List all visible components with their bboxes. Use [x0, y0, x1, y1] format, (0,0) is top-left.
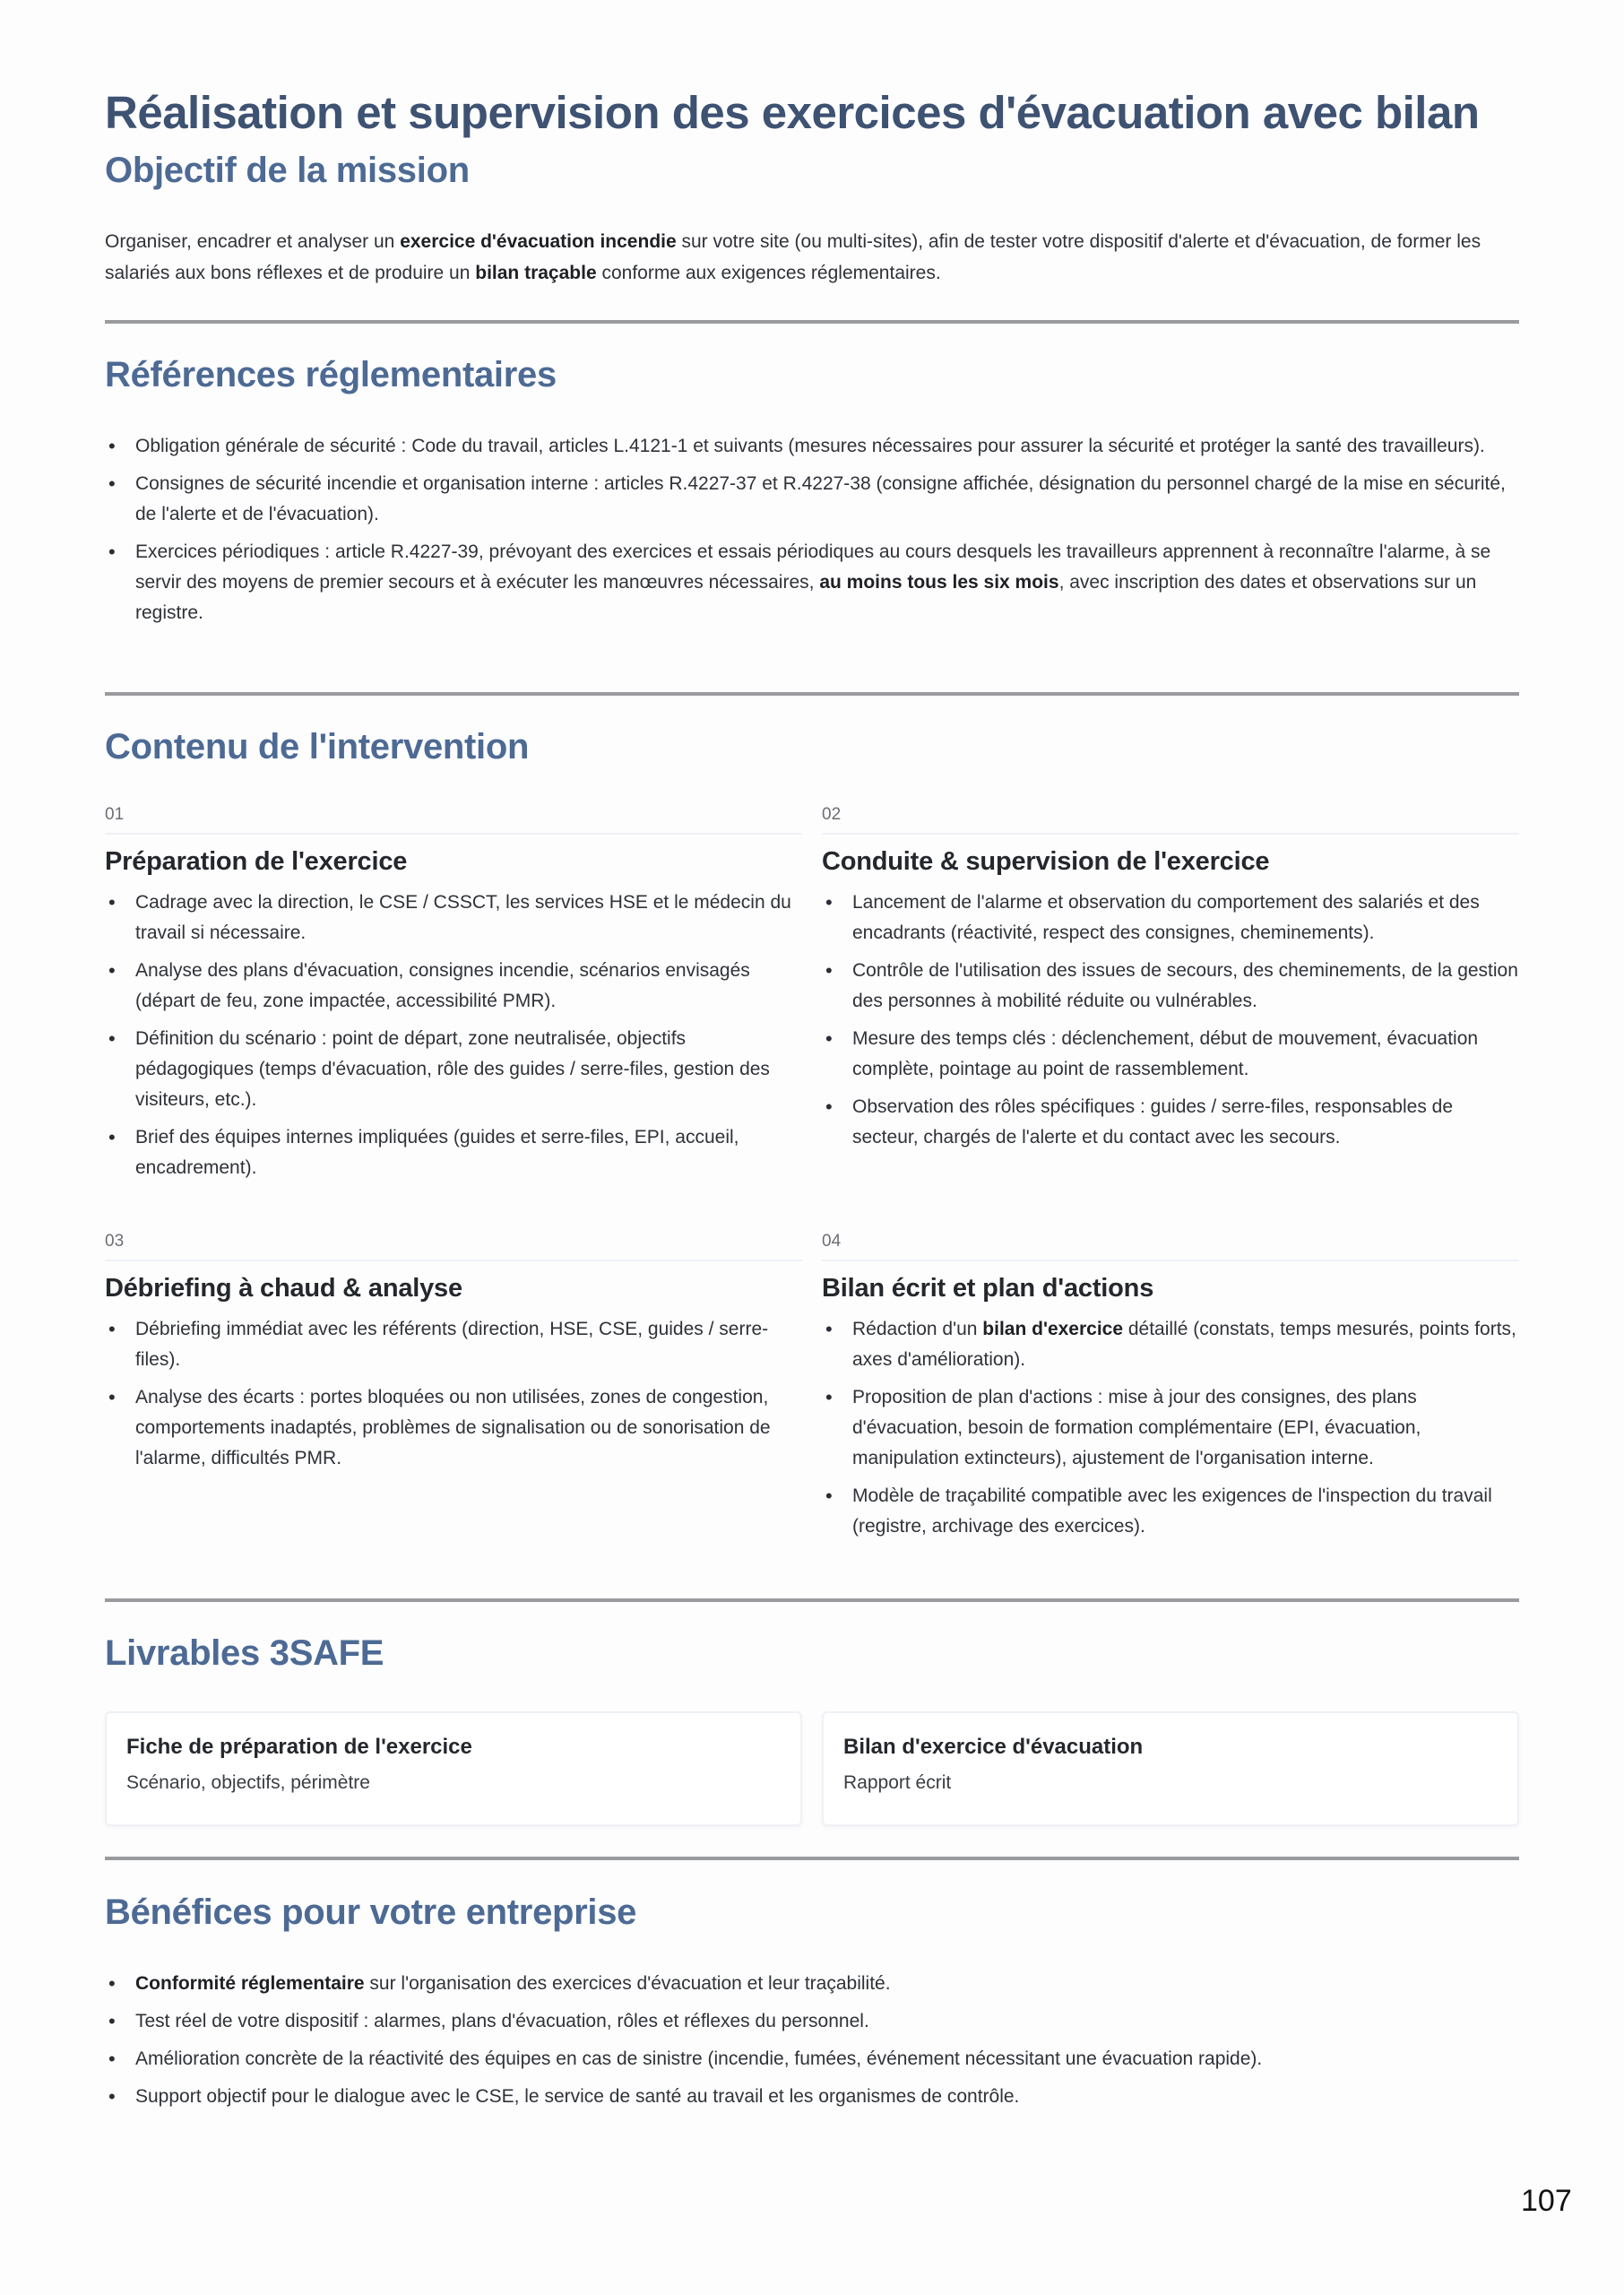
text-run: Brief des équipes internes impliquées (guides et serre-files, EPI, accueil, encadrement).: [135, 1127, 739, 1178]
text-run: conforme aux exigences réglementaires.: [596, 263, 941, 283]
text-run: Cadrage avec la direction, le CSE / CSSCT, les services HSE et le médecin du travail si nécessaire.: [135, 892, 791, 943]
text-run: Support objectif pour le dialogue avec le CSE, le service de santé au travail et les organismes de contrôle.: [135, 2086, 1020, 2107]
step-title: Débriefing à chaud & analyse: [105, 1274, 462, 1303]
list-item: [105, 2044, 1262, 2074]
text-run: Test réel de votre dispositif : alarmes, plans d'évacuation, rôles et réflexes du personnel.: [135, 2011, 869, 2031]
text-run: Proposition de plan d'actions : mise à jour des consignes, des plans d'évacuation, besoin de formation complémentaire (EPI, évacuation, manipulation extincteurs), ajustement de l'organisation interne.: [852, 1387, 1421, 1468]
step-items: [822, 1314, 1519, 1542]
text-run: Lancement de l'alarme et observation du comportement des salariés et des encadrants (réactivité, respect des consignes, cheminements).: [852, 892, 1480, 943]
step-title: Conduite & supervision de l'exercice: [822, 847, 1270, 876]
deliverable-card: [822, 1711, 1519, 1826]
list-item: [822, 1382, 1519, 1474]
bold-text: au moins tous les six mois: [819, 572, 1059, 593]
text-run: Débriefing immédiat avec les référents (direction, HSE, CSE, guides / serre-files).: [135, 1319, 769, 1370]
benefits-heading: Bénéfices pour votre entreprise: [105, 1892, 637, 1932]
text-run: Amélioration concrète de la réactivité des équipes en cas de sinistre (incendie, fumées, événement nécessitant une évacuation rapide).: [135, 2048, 1263, 2069]
list-item: [822, 1314, 1519, 1375]
list-item: [822, 1092, 1519, 1153]
list-item: [105, 537, 1519, 628]
text-run: Mesure des temps clés : déclenchement, début de mouvement, évacuation complète, pointage au point de rassemblement.: [852, 1028, 1479, 1079]
deliverable-title: Fiche de préparation de l'exercice: [126, 1735, 472, 1759]
text-run: Contrôle de l'utilisation des issues de secours, des cheminements, de la gestion des personnes à mobilité réduite ou vulnérables.: [852, 960, 1518, 1011]
list-item: [105, 956, 802, 1017]
list-item: [105, 1382, 802, 1474]
step-number: 04: [822, 1232, 842, 1251]
text-run: Analyse des plans d'évacuation, consignes incendie, scénarios envisagés (départ de feu, zone impactée, accessibilité PMR).: [135, 960, 750, 1011]
text-run: , avec inscription des dates et observations sur un registre.: [135, 572, 1477, 623]
list-item: [105, 888, 802, 948]
section-divider: [105, 1857, 1519, 1860]
list-item: [105, 2082, 1262, 2112]
list-item: [822, 956, 1519, 1017]
deliverable-subtitle: Rapport écrit: [843, 1772, 952, 1793]
list-item: [105, 1024, 802, 1115]
deliverable-card: [105, 1711, 802, 1826]
text-run: Modèle de traçabilité compatible avec les exigences de l'inspection du travail (registre, archivage des exercices).: [852, 1485, 1492, 1537]
bold-text: bilan d'exercice: [982, 1319, 1124, 1339]
step-number: 02: [822, 805, 842, 824]
deliverable-title: Bilan d'exercice d'évacuation: [843, 1735, 1144, 1759]
list-item: [105, 2006, 1262, 2037]
step-divider: [822, 1260, 1519, 1261]
text-run: Obligation générale de sécurité : Code du travail, articles L.4121-1 et suivants (mesures nécessaires pour assurer la sécurité et protéger la santé des travailleurs).: [135, 436, 1485, 456]
step-card: [105, 799, 802, 1191]
page-number: 107: [1521, 2184, 1572, 2218]
step-card: [105, 1225, 802, 1481]
step-number: 03: [105, 1232, 125, 1251]
objective-heading: Objectif de la mission: [105, 151, 470, 190]
step-number: 01: [105, 805, 125, 824]
text-run: détaillé (constats, temps mesurés, points forts, axes d'amélioration).: [852, 1319, 1516, 1370]
section-divider: [105, 1598, 1519, 1602]
step-items: [105, 1314, 802, 1474]
list-item: [105, 469, 1519, 530]
text-run: Exercices périodiques : article R.4227-39, prévoyant des exercices et essais périodiques au cours desquels les travailleurs apprennent à reconnaître l'alarme, à se servir des moyens de premier secours et à exécuter les manœuvres nécessaires,: [135, 541, 1491, 593]
list-item: [822, 1481, 1519, 1542]
deliverable-subtitle: Scénario, objectifs, périmètre: [126, 1772, 370, 1793]
section-divider: [105, 320, 1519, 324]
list-item: [822, 888, 1519, 948]
benefits-list: [105, 1969, 1262, 2119]
content-heading: Contenu de l'intervention: [105, 727, 530, 766]
references-list: [105, 431, 1519, 636]
step-items: [105, 888, 802, 1183]
text-run: Définition du scénario : point de départ, zone neutralisée, objectifs pédagogiques (temps d'évacuation, rôle des guides / serre-files, gestion des visiteurs, etc.).: [135, 1028, 770, 1110]
section-divider: [105, 692, 1519, 696]
step-divider: [105, 833, 802, 835]
deliverables-heading: Livrables 3SAFE: [105, 1633, 384, 1673]
step-divider: [105, 1260, 802, 1261]
references-heading: Références réglementaires: [105, 355, 557, 394]
text-run: sur votre site (ou multi-sites), afin de tester votre dispositif d'alerte et d'évacuation, de former les salariés aux bons réflexes et de produire un: [105, 231, 1481, 283]
step-items: [822, 888, 1519, 1153]
bold-text: exercice d'évacuation incendie: [400, 231, 677, 252]
text-run: Rédaction d'un: [852, 1319, 983, 1339]
text-run: sur l'organisation des exercices d'évacuation et leur traçabilité.: [364, 1973, 891, 1994]
step-title: Préparation de l'exercice: [105, 847, 408, 876]
text-run: Observation des rôles spécifiques : guides / serre-files, responsables de secteur, chargés de l'alerte et du contact avec les secours.: [852, 1096, 1454, 1148]
list-item: [822, 1024, 1519, 1085]
list-item: [105, 431, 1519, 462]
step-divider: [822, 833, 1519, 835]
bold-text: bilan traçable: [475, 263, 597, 283]
list-item: [105, 1122, 802, 1183]
objective-paragraph: [105, 226, 1519, 289]
step-title: Bilan écrit et plan d'actions: [822, 1274, 1154, 1303]
step-card: [822, 1225, 1519, 1549]
text-run: Consignes de sécurité incendie et organisation interne : articles R.4227-37 et R.4227-38 (consigne affichée, désignation du personnel chargé de la mise en sécurité, de l'alerte et de l'évacuation).: [135, 473, 1506, 524]
page-title: Réalisation et supervision des exercices d'évacuation avec bilan: [105, 87, 1480, 138]
list-item: [105, 1314, 802, 1375]
bold-text: Conformité réglementaire: [135, 1973, 365, 1994]
text-run: Organiser, encadrer et analyser un: [105, 231, 401, 252]
list-item: [105, 1969, 1262, 1999]
text-run: Analyse des écarts : portes bloquées ou non utilisées, zones de congestion, comportements inadaptés, problèmes de signalisation ou de sonorisation de l'alarme, difficultés PMR.: [135, 1387, 771, 1468]
step-card: [822, 799, 1519, 1160]
